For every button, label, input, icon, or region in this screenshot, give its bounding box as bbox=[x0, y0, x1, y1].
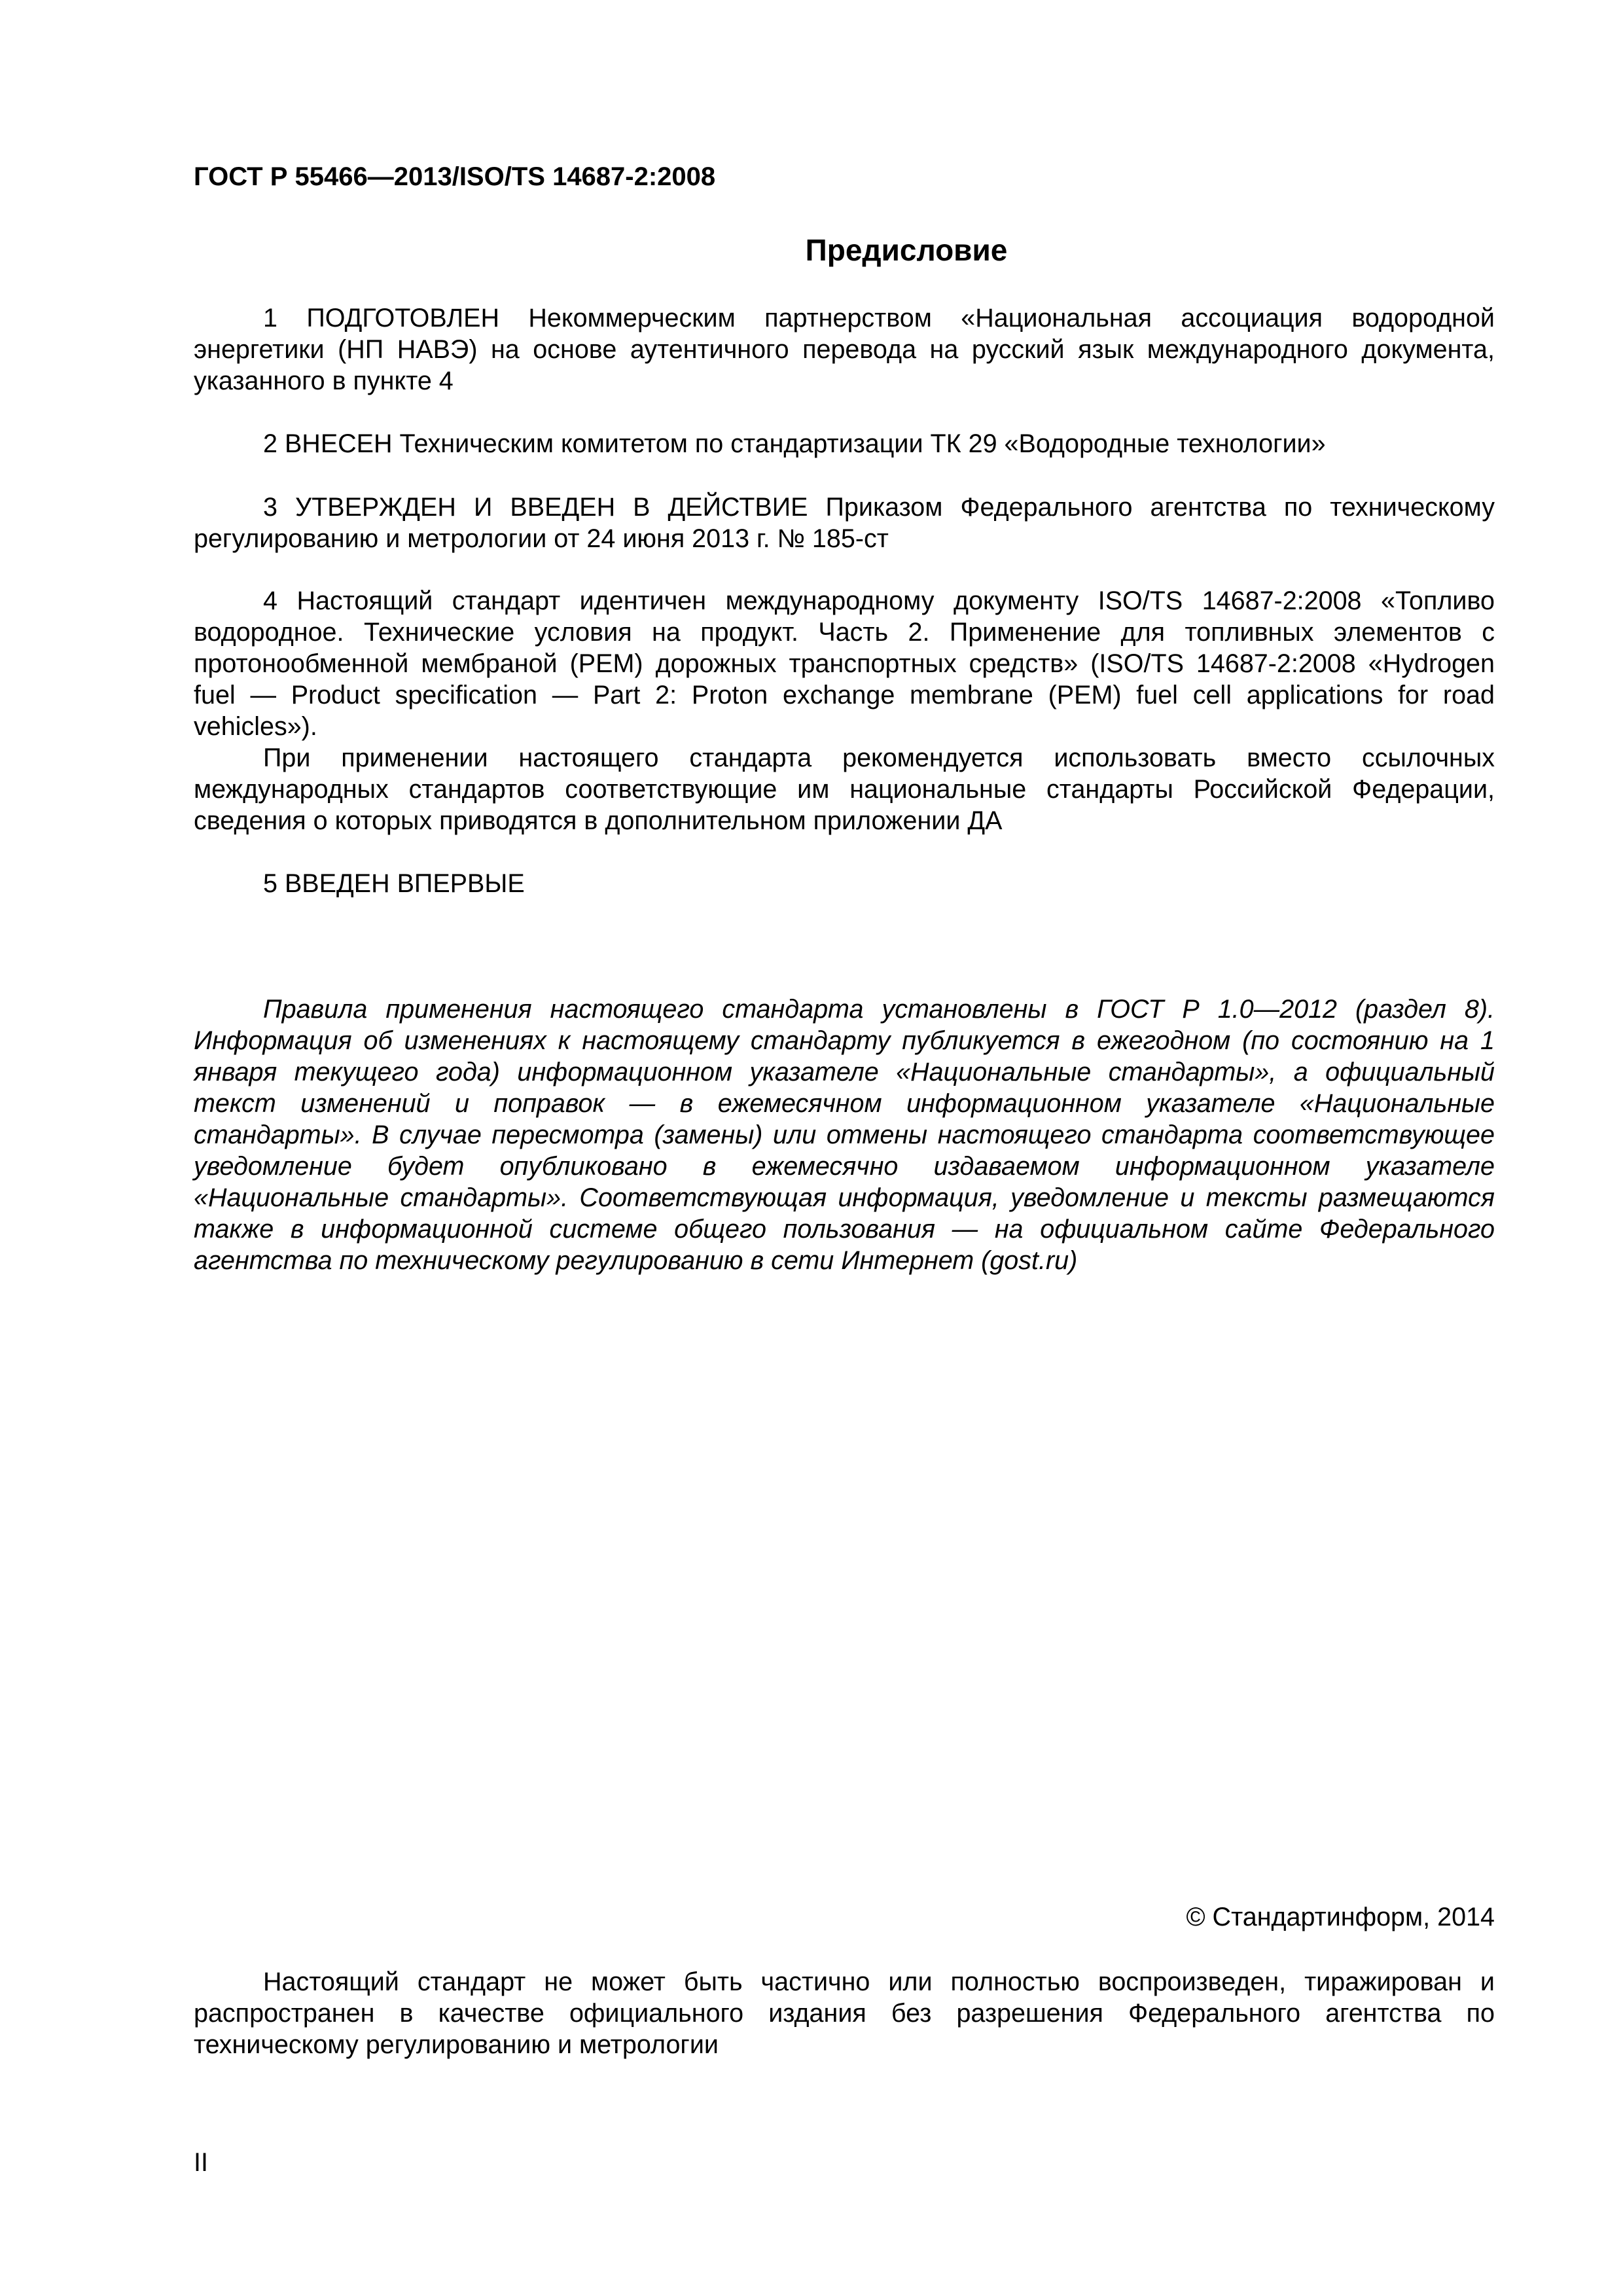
foreword-item-5: 5 ВВЕДЕН ВПЕРВЫЕ bbox=[263, 869, 525, 898]
foreword-item-2: 2 ВНЕСЕН Техническим комитетом по стандартизации ТК 29 «Водородные технологии» bbox=[263, 429, 1326, 458]
document-code-header: ГОСТ Р 55466—2013/ISO/TS 14687-2:2008 bbox=[194, 162, 716, 191]
foreword-item-4-note: При применении настоящего стандарта рекомендуется использовать вместо ссылочных международных стандартов соответствующие им национальные стандарты Российской Федерации, сведения о которых приводятся в дополнительном приложении ДА bbox=[194, 744, 1495, 835]
foreword-item-1: 1 ПОДГОТОВЛЕН Некоммерческим партнерством «Национальная ассоциация водородной энергетики (НП НАВЭ) на основе аутентичного перевода на русский язык международного документа, указанного в пункте 4 bbox=[194, 304, 1495, 395]
application-rules-note: Правила применения настоящего стандарта установлены в ГОСТ Р 1.0—2012 (раздел 8). Информация об изменениях к настоящему стандарту публикуется в ежегодном (по состоянию на 1 января текущего года) информационном указателе «Национальные стандарты», а официальный текст изменений и поправок — в ежемесячном информационном указателе «Национальные стандарты». В случае пересмотра (замены) или отмены настоящего стандарта соответствующее уведомление будет опубликовано в ежемесячно издаваемом информационном указателе «Национальные стандарты». Соответствующая информация, уведомление и тексты размещаются также в информационной системе общего пользования — на официальном сайте Федерального агентства по техническому регулированию в сети Интернет (gost.ru) bbox=[194, 995, 1495, 1275]
page-number: II bbox=[194, 2148, 208, 2177]
foreword-title: Предисловие bbox=[805, 233, 1008, 267]
copyright-notice: © Стандартинформ, 2014 bbox=[1186, 1903, 1495, 1931]
foreword-item-4: 4 Настоящий стандарт идентичен международному документу ISO/TS 14687-2:2008 «Топливо водородное. Технические условия на продукт. Часть 2. Применение для топливных элементов с протонообменной мембраной (PEM) дорожных транспортных средств» (ISO/TS 14687-2:2008 «Hydrogen fuel — Product specification — Part 2: Proton exchange membrane (PEM) fuel cell applications for road vehicles»). bbox=[194, 586, 1495, 741]
reproduction-notice: Настоящий стандарт не может быть частично или полностью воспроизведен, тиражирован и распространен в качестве официального издания без разрешения Федерального агентства по техническому регулированию и метрологии bbox=[194, 1967, 1495, 2059]
foreword-item-3: 3 УТВЕРЖДЕН И ВВЕДЕН В ДЕЙСТВИЕ Приказом Федерального агентства по техническому регулированию и метрологии от 24 июня 2013 г. № 185-ст bbox=[194, 493, 1495, 553]
